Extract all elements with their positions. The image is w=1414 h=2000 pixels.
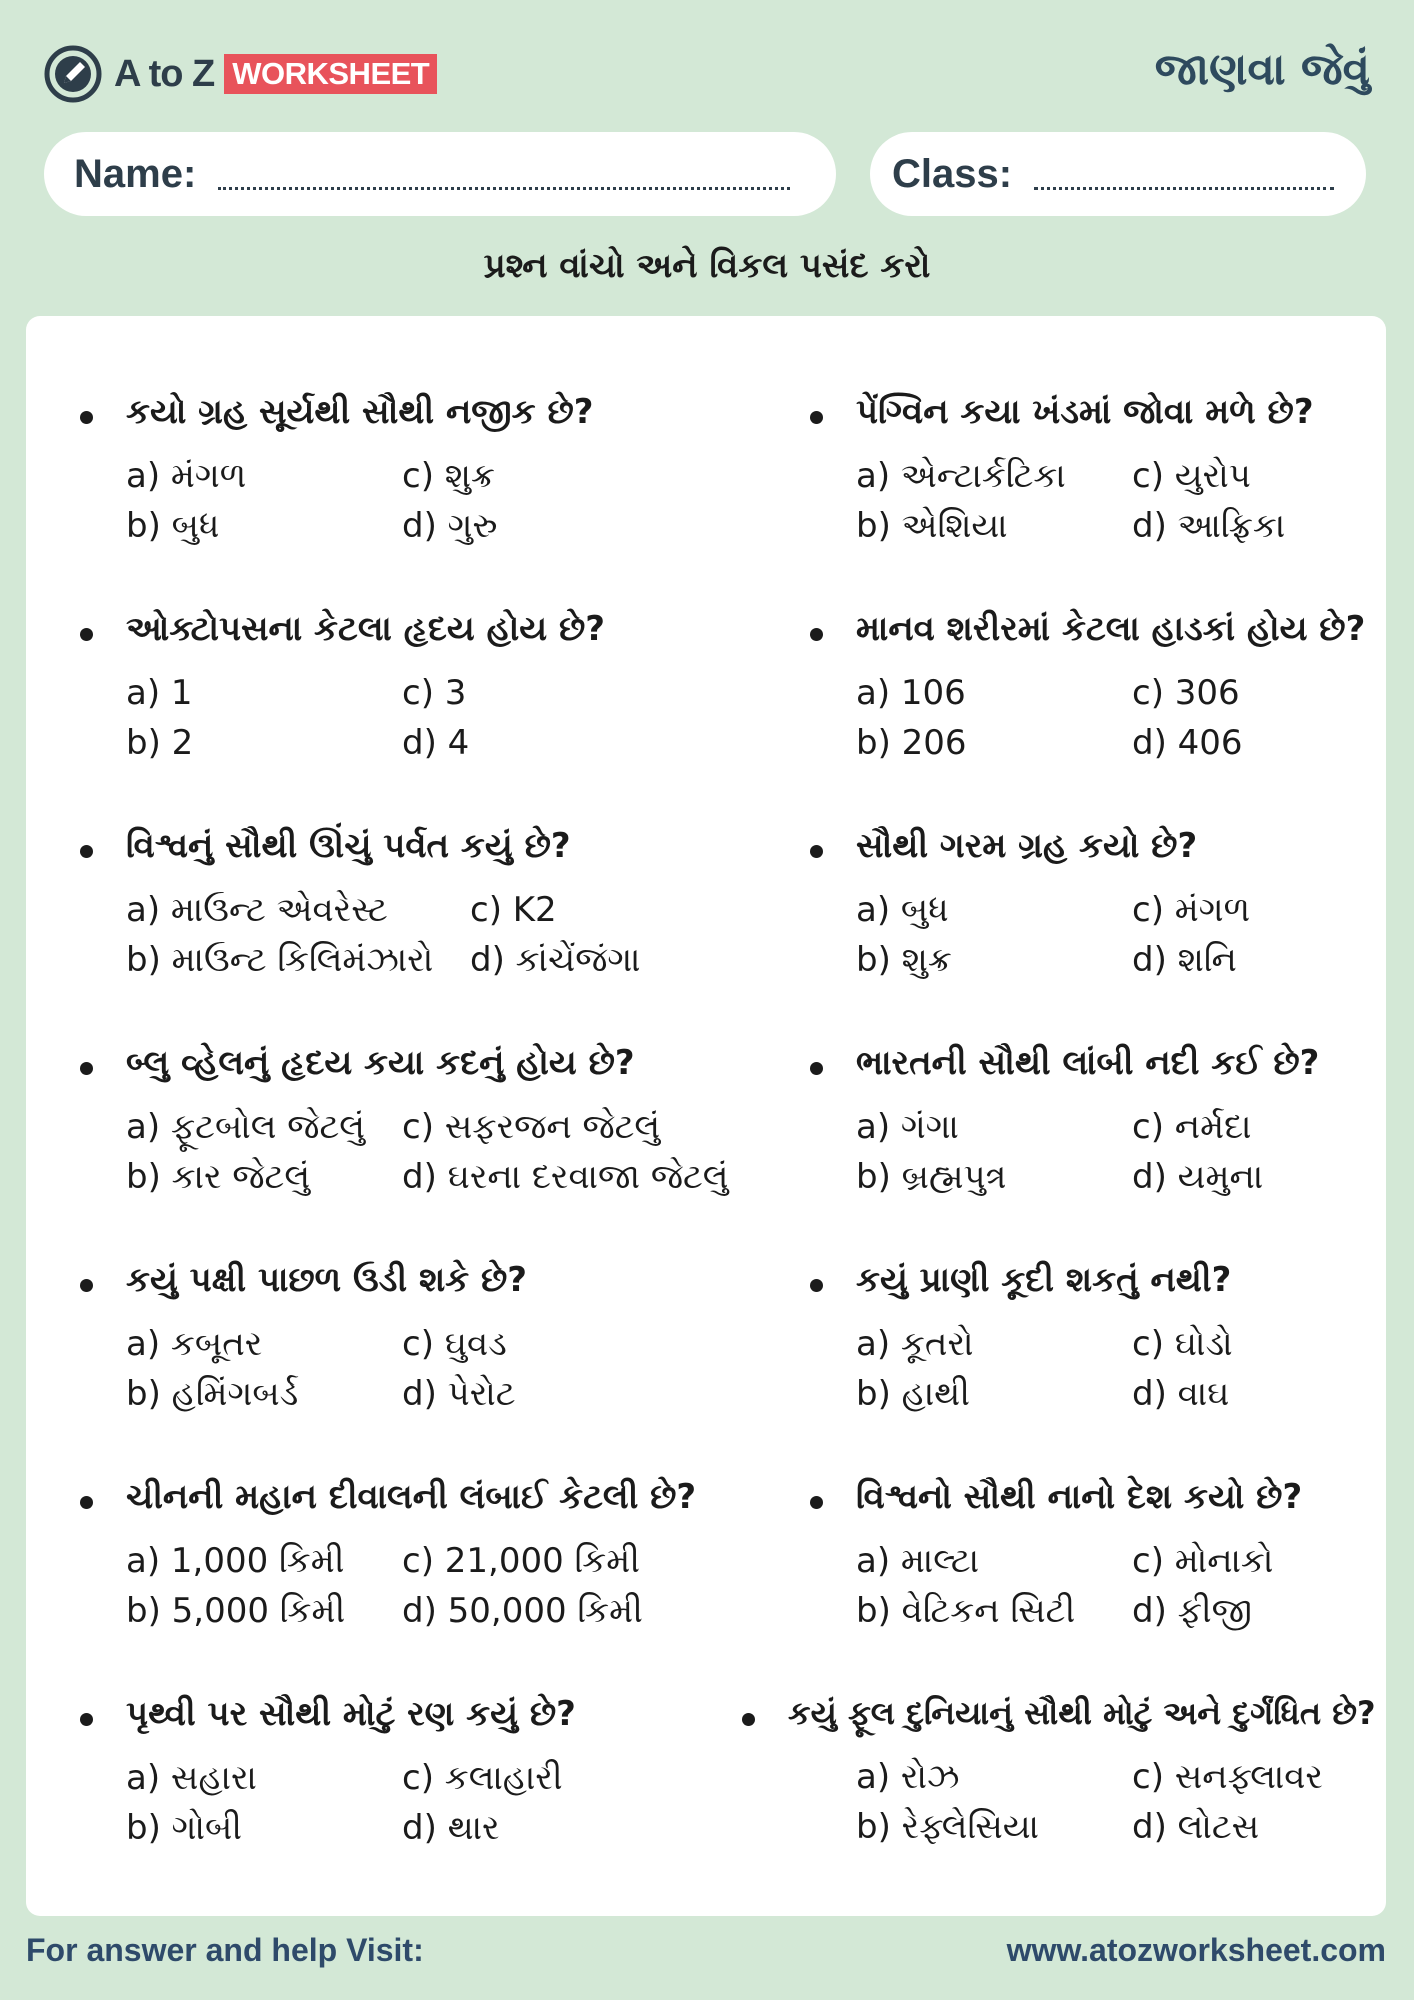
footer-website-link[interactable]: www.atozworksheet.com: [1006, 1932, 1386, 1968]
options-grid: [126, 1107, 729, 1197]
bullet-icon: [810, 628, 823, 641]
name-label: Name:: [74, 151, 197, 196]
options-grid: [126, 1541, 696, 1631]
bullet-icon: [80, 1496, 93, 1509]
option-c[interactable]: c) 306: [1132, 673, 1240, 713]
question-item: [80, 826, 641, 980]
option-b[interactable]: b) કાર જેટલું: [126, 1157, 311, 1197]
option-a[interactable]: a) કબૂતર: [126, 1324, 263, 1364]
question-text: ભારતની સૌથી લાંબી નદી કઈ છે?: [810, 1043, 1319, 1083]
option-a[interactable]: a) એન્ટાર્કટિકા: [856, 456, 1066, 496]
option-d[interactable]: d) ફીજી: [1132, 1591, 1252, 1631]
name-field[interactable]: [44, 132, 836, 216]
option-c[interactable]: c) K2: [470, 890, 557, 930]
question-text: કયો ગ્રહ સૂર્યથી સૌથી નજીક છે?: [80, 392, 593, 432]
option-d[interactable]: d) થાર: [402, 1808, 500, 1848]
option-a[interactable]: a) 1: [126, 673, 193, 713]
question-text: કયું ફૂલ દુનિયાનું સૌથી મોટું અને દુર્ગંધિત છે?: [742, 1694, 1376, 1733]
option-b[interactable]: b) બુધ: [126, 506, 220, 546]
question-text: પૃથ્વી પર સૌથી મોટું રણ કયું છે?: [80, 1694, 576, 1734]
option-b[interactable]: b) માઉન્ટ કિલિમંઝારો: [126, 940, 434, 980]
bullet-icon: [80, 1713, 93, 1726]
question-text: પેંગ્વિન કયા ખંડમાં જોવા મળે છે?: [810, 392, 1314, 432]
options-grid: [126, 456, 593, 546]
bullet-icon: [810, 1062, 823, 1075]
options-grid: [126, 1758, 576, 1848]
option-c[interactable]: c) મંગળ: [1132, 890, 1251, 930]
question-item: [80, 1260, 527, 1414]
class-field[interactable]: [870, 132, 1366, 216]
instruction-heading: પ્રશ્ન વાંચો અને વિકલ પસંદ કરો: [483, 246, 931, 286]
bullet-icon: [80, 845, 93, 858]
question-text: વિશ્વનો સૌથી નાનો દેશ કયો છે?: [810, 1477, 1302, 1517]
question-item: [80, 392, 593, 546]
option-d[interactable]: d) ગુરુ: [402, 506, 498, 546]
option-a[interactable]: a) કૂતરો: [856, 1324, 974, 1364]
option-c[interactable]: c) મોનાકો: [1132, 1541, 1274, 1581]
question-text: સૌથી ગરમ ગ્રહ કયો છે?: [810, 826, 1250, 866]
options-grid: [126, 673, 605, 763]
bullet-icon: [80, 1279, 93, 1292]
question-item: [80, 1694, 576, 1848]
option-d[interactable]: d) યમુના: [1132, 1157, 1264, 1197]
option-c[interactable]: c) ઘોડો: [1132, 1324, 1233, 1364]
option-b[interactable]: b) એશિયા: [856, 506, 1008, 546]
bullet-icon: [810, 845, 823, 858]
option-c[interactable]: c) કલાહારી: [402, 1758, 563, 1798]
option-c[interactable]: c) 21,000 કિમી: [402, 1541, 640, 1581]
options-grid: [856, 890, 1250, 980]
options-grid: [856, 1324, 1233, 1414]
option-d[interactable]: d) લોટસ: [1132, 1807, 1260, 1847]
option-b[interactable]: b) રેફ્લેસિયા: [856, 1807, 1039, 1847]
options-grid: [126, 890, 641, 980]
brand-logo: [44, 44, 437, 104]
name-writing-line[interactable]: [218, 159, 790, 190]
option-c[interactable]: c) સનફ્લાવર: [1132, 1757, 1324, 1797]
option-a[interactable]: a) માલ્ટા: [856, 1541, 980, 1581]
option-d[interactable]: d) પેરોટ: [402, 1374, 516, 1414]
option-a[interactable]: a) ફૂટબોલ જેટલું: [126, 1107, 365, 1147]
bullet-icon: [80, 1062, 93, 1075]
options-grid: [126, 1324, 527, 1414]
option-d[interactable]: d) વાઘ: [1132, 1374, 1230, 1414]
option-d[interactable]: d) શનિ: [1132, 940, 1237, 980]
option-a[interactable]: a) માઉન્ટ એવરેસ્ટ: [126, 890, 388, 930]
option-a[interactable]: a) ગંગા: [856, 1107, 959, 1147]
bullet-icon: [80, 411, 93, 424]
question-item: [810, 392, 1314, 546]
option-c[interactable]: c) શુક્ર: [402, 456, 495, 496]
option-b[interactable]: b) હમિંગબર્ડ: [126, 1374, 299, 1414]
bullet-icon: [742, 1713, 755, 1726]
class-label: Class:: [892, 151, 1013, 196]
options-grid: [856, 1757, 1376, 1847]
option-b[interactable]: b) 206: [856, 723, 967, 763]
option-a[interactable]: a) મંગળ: [126, 456, 247, 496]
question-item: [810, 609, 1365, 763]
options-grid: [856, 1107, 1319, 1197]
option-b[interactable]: b) બ્રહ્મપુત્ર: [856, 1157, 1007, 1197]
question-item: [80, 1477, 696, 1631]
worksheet-title: જાણવા જેવું: [1154, 44, 1370, 95]
option-c[interactable]: c) ઘુવડ: [402, 1324, 507, 1364]
question-text: ચીનની મહાન દીવાલની લંબાઈ કેટલી છે?: [80, 1477, 696, 1517]
bullet-icon: [810, 1279, 823, 1292]
option-d[interactable]: d) 50,000 કિમી: [402, 1591, 643, 1631]
option-a[interactable]: a) સહારા: [126, 1758, 257, 1798]
pencil-logo-icon: [44, 45, 102, 103]
question-item: [742, 1694, 1376, 1847]
option-c[interactable]: c) નર્મદા: [1132, 1107, 1252, 1147]
option-a[interactable]: a) 106: [856, 673, 966, 713]
question-text: ઓક્ટોપસના કેટલા હૃદય હોય છે?: [80, 609, 605, 649]
option-d[interactable]: d) ઘરના દરવાજા જેટલું: [402, 1157, 729, 1197]
logo-badge: WORKSHEET: [224, 54, 437, 94]
option-b[interactable]: b) હાથી: [856, 1374, 970, 1414]
question-item: [810, 1260, 1233, 1414]
question-text: બ્લુ વ્હેલનું હૃદય કયા કદનું હોય છે?: [80, 1043, 729, 1083]
questions-card: [26, 316, 1386, 1916]
options-grid: [856, 456, 1314, 546]
option-a[interactable]: a) બુધ: [856, 890, 949, 930]
option-b[interactable]: b) 2: [126, 723, 194, 763]
option-b[interactable]: b) ગોબી: [126, 1808, 243, 1848]
footer-help-text: For answer and help Visit:: [26, 1932, 424, 1968]
option-d[interactable]: d) 406: [1132, 723, 1243, 763]
option-b[interactable]: b) વેટિકન સિટી: [856, 1591, 1076, 1631]
question-item: [810, 1477, 1302, 1631]
bullet-icon: [810, 1496, 823, 1509]
class-writing-line[interactable]: [1034, 159, 1334, 190]
option-a[interactable]: a) 1,000 કિમી: [126, 1541, 345, 1581]
option-c[interactable]: c) 3: [402, 673, 467, 713]
bullet-icon: [810, 411, 823, 424]
question-item: [80, 1043, 729, 1197]
option-c[interactable]: c) યુરોપ: [1132, 456, 1251, 496]
question-item: [810, 826, 1250, 980]
option-a[interactable]: a) રોઝ: [856, 1757, 960, 1797]
option-d[interactable]: d) 4: [402, 723, 470, 763]
options-grid: [856, 1541, 1302, 1631]
logo-text: A to Z: [114, 52, 215, 95]
option-b[interactable]: b) શુક્ર: [856, 940, 952, 980]
options-grid: [856, 673, 1365, 763]
option-b[interactable]: b) 5,000 કિમી: [126, 1591, 346, 1631]
question-item: [810, 1043, 1319, 1197]
question-text: માનવ શરીરમાં કેટલા હાડકાં હોય છે?: [810, 609, 1365, 649]
option-d[interactable]: d) કાંચેંજંગા: [470, 940, 641, 980]
option-d[interactable]: d) આફ્રિકા: [1132, 506, 1286, 546]
question-text: કયું પ્રાણી કૂદી શકતું નથી?: [810, 1260, 1233, 1300]
option-c[interactable]: c) સફરજન જેટલું: [402, 1107, 661, 1147]
question-text: વિશ્વનું સૌથી ઊંચું પર્વત કયું છે?: [80, 826, 641, 866]
bullet-icon: [80, 628, 93, 641]
question-item: [80, 609, 605, 763]
question-text: કયું પક્ષી પાછળ ઉડી શકે છે?: [80, 1260, 527, 1300]
